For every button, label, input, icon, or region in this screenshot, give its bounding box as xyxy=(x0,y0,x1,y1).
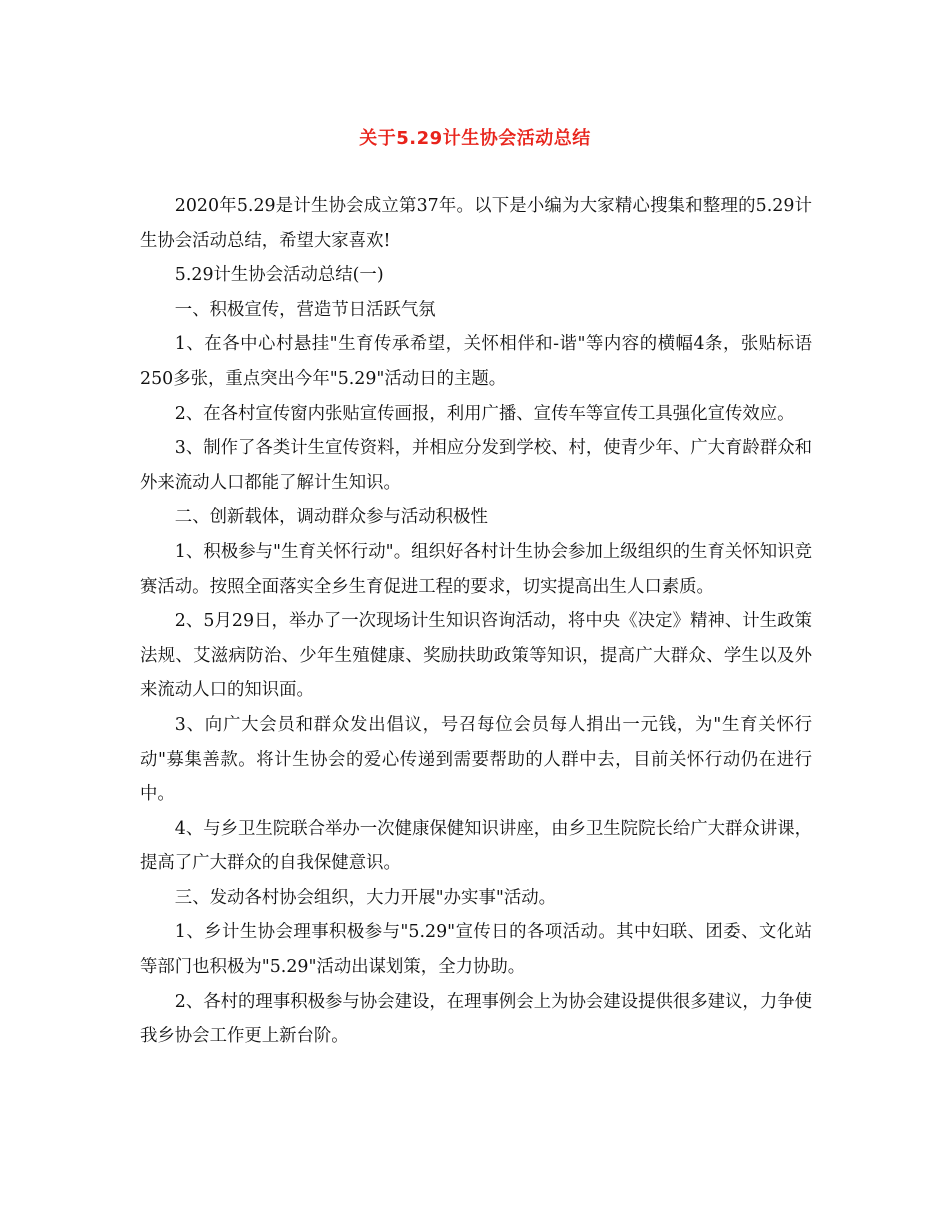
paragraph: 2、在各村宣传窗内张贴宣传画报，利用广播、宣传车等宣传工具强化宣传效应。 xyxy=(174,403,795,424)
section-heading-summary-one: 5.29计生协会活动总结(一) xyxy=(174,265,384,286)
section-heading-3: 三、发动各村协会组织，大力开展"办实事"活动。 xyxy=(174,887,557,908)
section-heading-2: 二、创新载体，调动群众参与活动积极性 xyxy=(174,507,488,528)
paragraph: 2、5月29日，举办了一次现场计生知识咨询活动，将中央《决定》精神、计生政策法规、艾滋病防治、少年生殖健康、奖励扶助政策等知识，提高广大群众、学生以及外来流动人口的知识面。 xyxy=(140,611,812,701)
paragraph: 2、各村的理事积极参与协会建设，在理事例会上为协会建设提供很多建议，力争使我乡协会工作更上新台阶。 xyxy=(140,991,812,1047)
paragraph-intro: 2020年5.29是计生协会成立第37年。以下是小编为大家精心搜集和整理的5.29计生协会活动总结，希望大家喜欢! xyxy=(140,196,812,251)
paragraph: 1、在各中心村悬挂"生育传承希望，关怀相伴和-谐"等内容的横幅4条，张贴标语250多张，重点突出今年"5.29"活动日的主题。 xyxy=(140,334,812,389)
paragraph: 4、与乡卫生院联合举办一次健康保健知识讲座，由乡卫生院院长给广大群众讲课，提高了广大群众的自我保健意识。 xyxy=(140,818,812,874)
paragraph: 3、制作了各类计生宣传资料，并相应分发到学校、村，使青少年、广大育龄群众和外来流动人口都能了解计生知识。 xyxy=(140,438,812,493)
paragraph: 1、积极参与"生育关怀行动"。组织好各村计生协会参加上级组织的生育关怀知识竞赛活动。按照全面落实全乡生育促进工程的要求，切实提高出生人口素质。 xyxy=(140,541,812,597)
document-title: 关于5.29计生协会活动总结 xyxy=(359,128,591,149)
section-heading-1: 一、积极宣传，营造节日活跃气氛 xyxy=(174,299,436,320)
document-body xyxy=(140,189,812,1054)
paragraph: 1、乡计生协会理事积极参与"5.29"宣传日的各项活动。其中妇联、团委、文化站等部门也积极为"5.29"活动出谋划策，全力协助。 xyxy=(140,922,812,978)
paragraph: 3、向广大会员和群众发出倡议，号召每位会员每人捐出一元钱，为"生育关怀行动"募集善款。将计生协会的爱心传递到需要帮助的人群中去，目前关怀行动仍在进行中。 xyxy=(140,714,812,805)
